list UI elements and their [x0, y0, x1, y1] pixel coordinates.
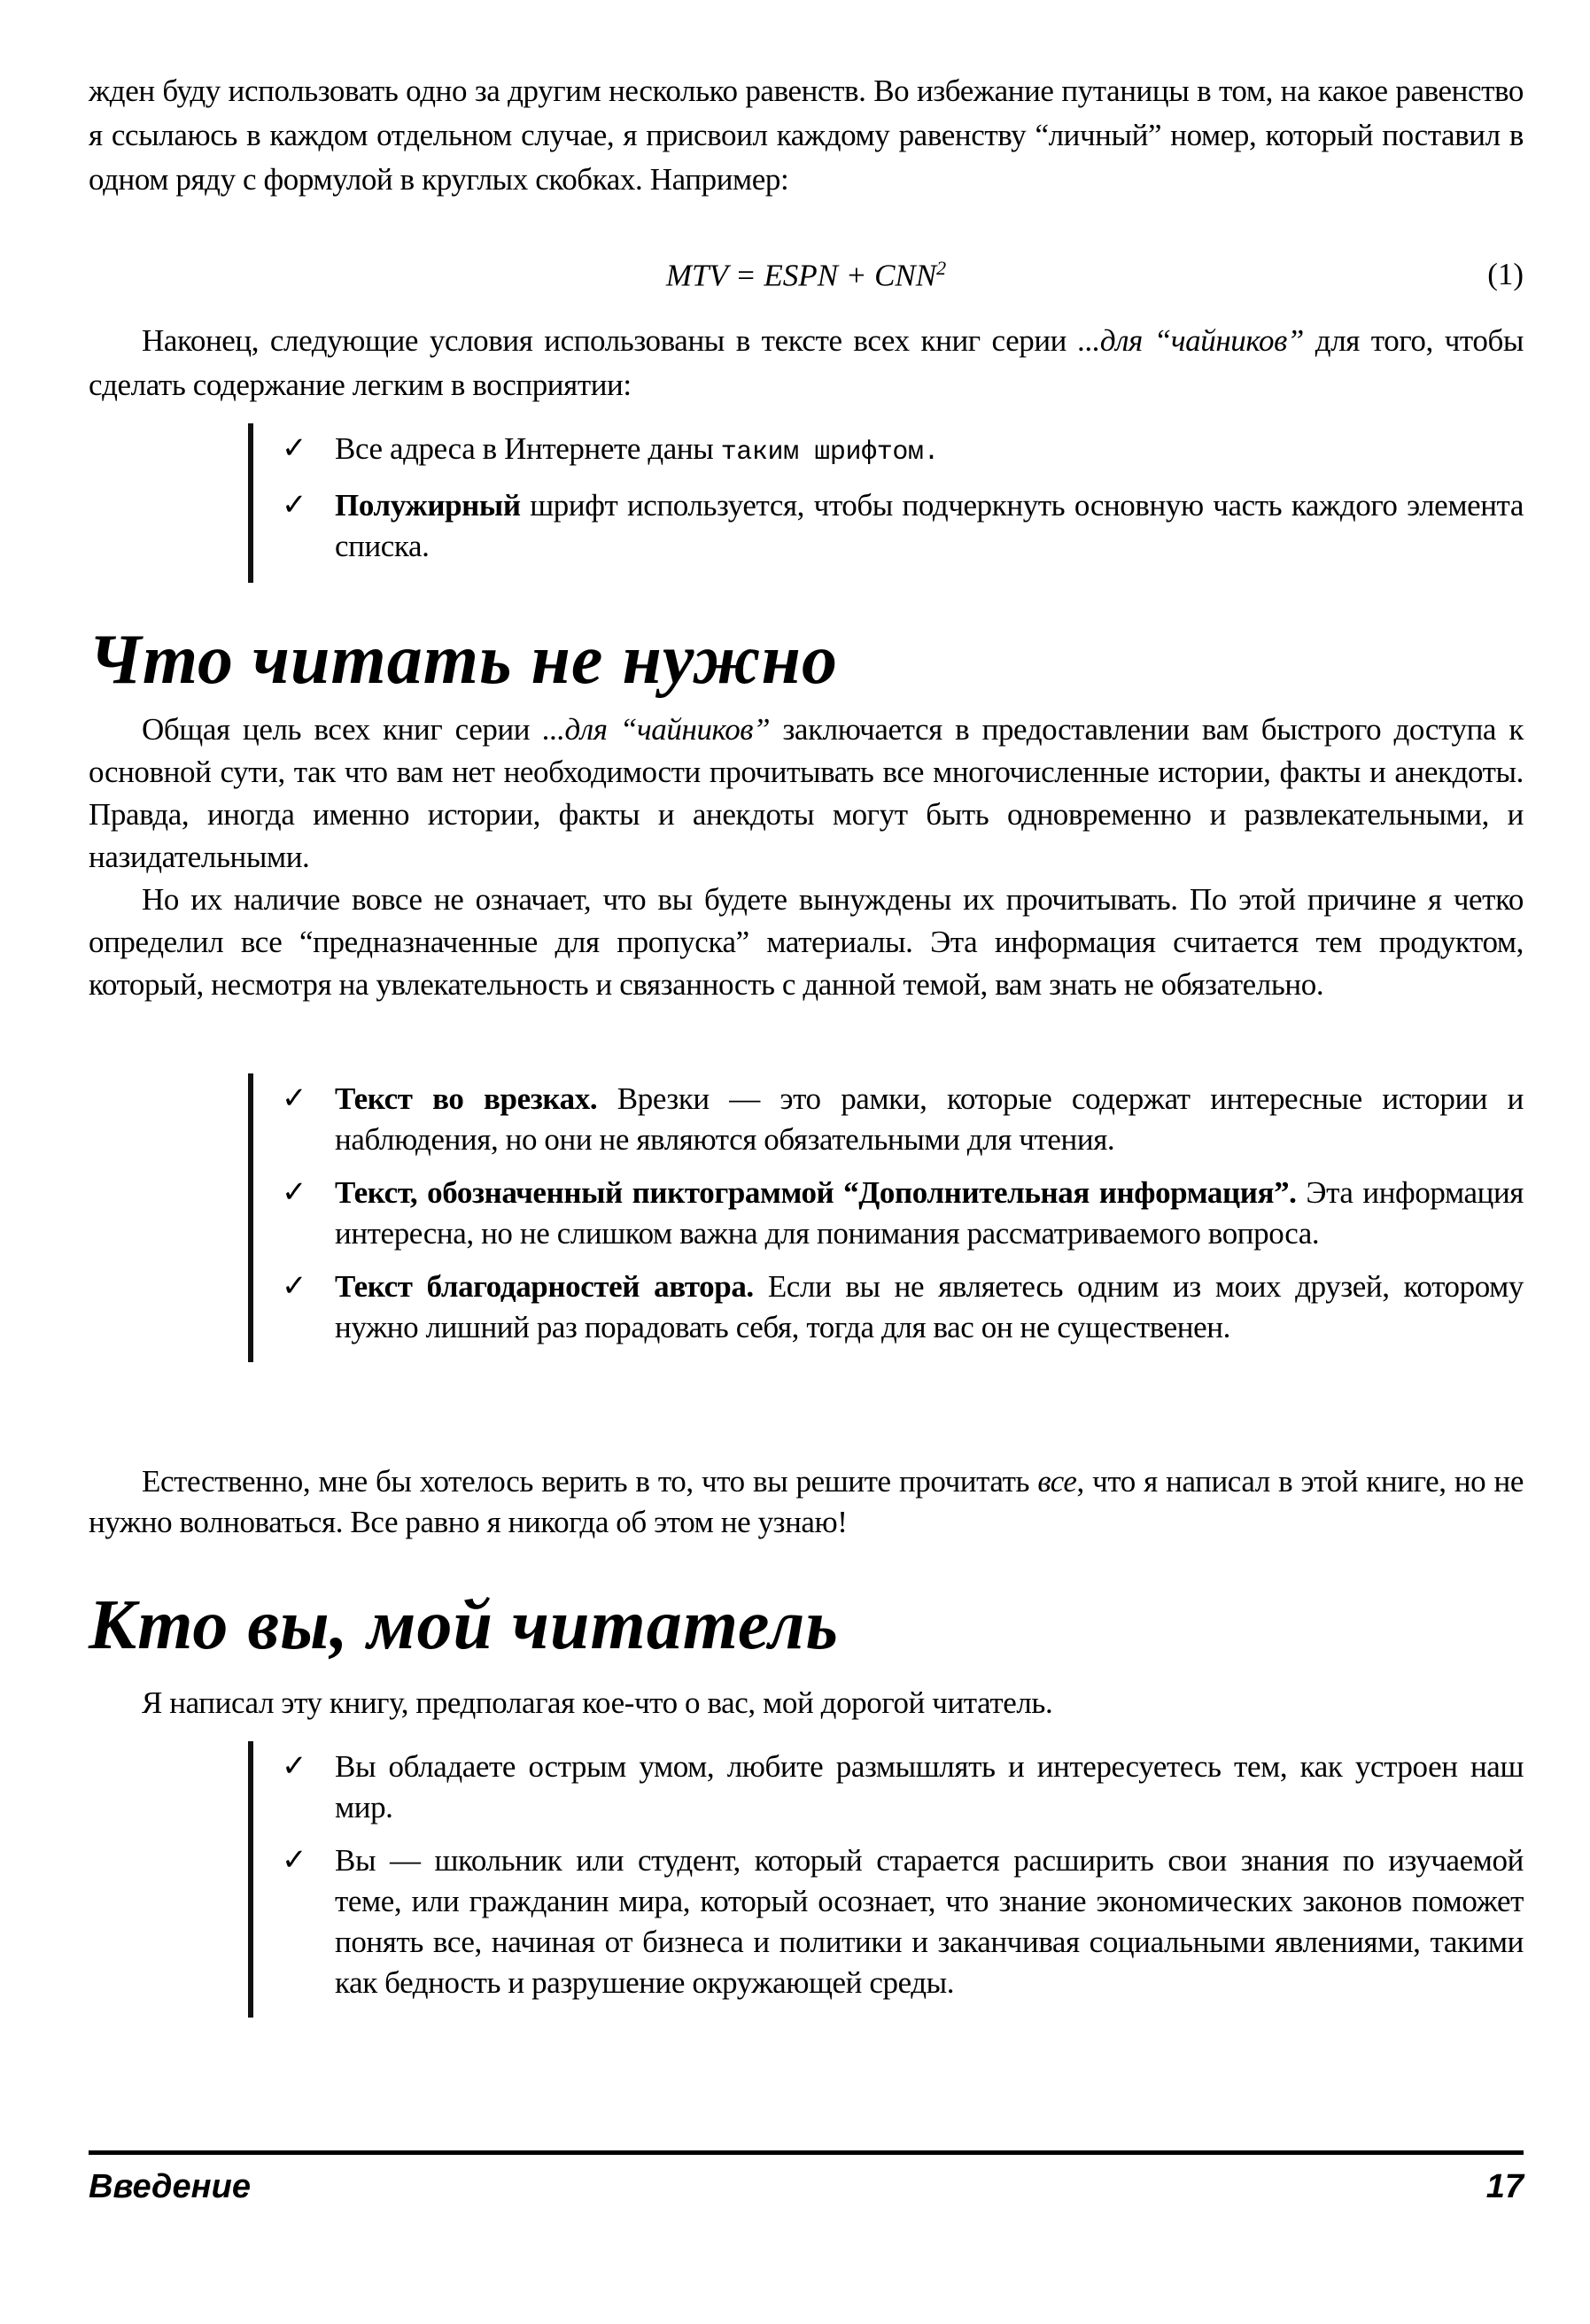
- checkmark-icon: ✓: [282, 1176, 307, 1209]
- item-text: Вы — школьник или студент, который старается расширить свои знания по изучаемой теме, или гражданин мира, который осознает, что знание экономических законов поможет понять все, начиная от бизнеса и политики и заканчивая социальными явлениями, такими как бедность и разрушение окружающей среды.: [335, 1843, 1524, 2000]
- heading-who-are-you: Кто вы, мой читатель: [89, 1586, 839, 1664]
- item-text: Вы обладаете острым умом, любите размышлять и интересуетесь тем, как устроен наш мир.: [335, 1749, 1524, 1824]
- checkmark-icon: ✓: [282, 1270, 307, 1303]
- mono-sample: таким шрифтом.: [720, 438, 940, 468]
- heading-what-not-to-read: Что читать не нужно: [89, 621, 838, 699]
- page-number: 17: [1485, 2168, 1524, 2205]
- list-item: [248, 485, 1524, 567]
- text: для того, чтобы сделать содержание легким в восприятии:: [89, 323, 1524, 402]
- checkmark-icon: ✓: [282, 1082, 307, 1115]
- text: , что я написал в этой книге, но не нужно волноваться. Все равно я никогда об этом не узнаю!: [89, 1464, 1524, 1539]
- text: Но их наличие вовсе не означает, что вы будете вынуждены их прочитывать. По этой причине я четко определил все “предназначенные для пропуска” материалы. Эта информация считается тем продуктом, который, несмотря на увлекательность и связанность с данной темой, вам знать не обязательно.: [89, 882, 1524, 1002]
- formula-exponent: 2: [936, 257, 947, 279]
- text: Естественно, мне бы хотелось верить в то, что вы решите прочитать: [142, 1464, 1038, 1499]
- reader-list: [248, 1741, 1524, 2018]
- text: заключается в предоставлении вам быстрого доступа к основной сути, так что вам нет необходимости прочитывать все многочисленные истории, факты и анекдоты. Правда, иногда именно истории, факты и анекдоты могут быть одновременно и развлекательными, и назидательными.: [89, 712, 1524, 874]
- list-item: [248, 1747, 1524, 1828]
- text: Я написал эту книгу, предполагая кое-что о вас, мой дорогой читатель.: [142, 1685, 1053, 1720]
- paragraph-intro: [89, 69, 1524, 202]
- list-item: [248, 1173, 1524, 1254]
- skip-list: [248, 1073, 1524, 1362]
- paragraph-skip: [89, 879, 1524, 1006]
- item-text: шрифт используется, чтобы подчеркнуть основную часть каждого элемента списка.: [335, 488, 1524, 563]
- list-item: [248, 1840, 1524, 2003]
- checkmark-icon: ✓: [282, 489, 307, 522]
- text: Наконец, следующие условия использованы в тексте всех книг серии: [142, 323, 1078, 358]
- item-bold: Текст благодарностей автора.: [335, 1269, 754, 1304]
- item-bold: Текст во врезках.: [335, 1081, 598, 1116]
- checkmark-icon: ✓: [282, 432, 307, 465]
- series-name: ...для “чайников”: [542, 712, 771, 747]
- list-item: [248, 1079, 1524, 1160]
- equation-formula: [89, 257, 1524, 294]
- list-item: [248, 1267, 1524, 1348]
- item-text: Врезки — это рамки, которые содержат интересные истории и наблюдения, но они не являются обязательными для чтения.: [335, 1081, 1524, 1157]
- checkmark-icon: ✓: [282, 1750, 307, 1783]
- item-text: Эта информация интересна, но не слишком важна для понимания рассматриваемого вопроса.: [335, 1175, 1524, 1251]
- paragraph-conventions: [89, 319, 1524, 407]
- paragraph-reader: [89, 1681, 1524, 1725]
- item-text: Если вы не являетесь одним из моих друзей, которому нужно лишний раз порадовать себя, тогда для вас он не существенен.: [335, 1269, 1524, 1344]
- item-text: Все адреса в Интернете даны: [335, 431, 721, 466]
- equation: [89, 257, 1524, 301]
- footer-rule: [89, 2150, 1524, 2155]
- text: Общая цель всех книг серии: [142, 712, 543, 747]
- equation-number: (1): [1487, 257, 1524, 291]
- conventions-list: [248, 423, 1524, 583]
- emphasis: все: [1037, 1464, 1077, 1499]
- paragraph-naturally: [89, 1461, 1524, 1543]
- series-name: ...для “чайников”: [1077, 323, 1304, 358]
- list-item: [248, 429, 1524, 473]
- paragraph-goal: [89, 709, 1524, 879]
- item-bold: Полужирный: [335, 488, 521, 523]
- item-bold: Текст, обозначенный пиктограммой “Дополнительная информация”.: [335, 1175, 1297, 1210]
- checkmark-icon: ✓: [282, 1844, 307, 1877]
- footer-section: Введение: [89, 2168, 251, 2205]
- formula-text: MTV = ESPN + CNN: [665, 258, 937, 293]
- paragraph-text: жден буду использовать одно за другим несколько равенств. Во избежание путаницы в том, на какое равенство я ссылаюсь в каждом отдельном случае, я присвоил каждому равенству “личный” номер, который поставил в одном ряду с формулой в круглых скобках. Например:: [89, 74, 1524, 197]
